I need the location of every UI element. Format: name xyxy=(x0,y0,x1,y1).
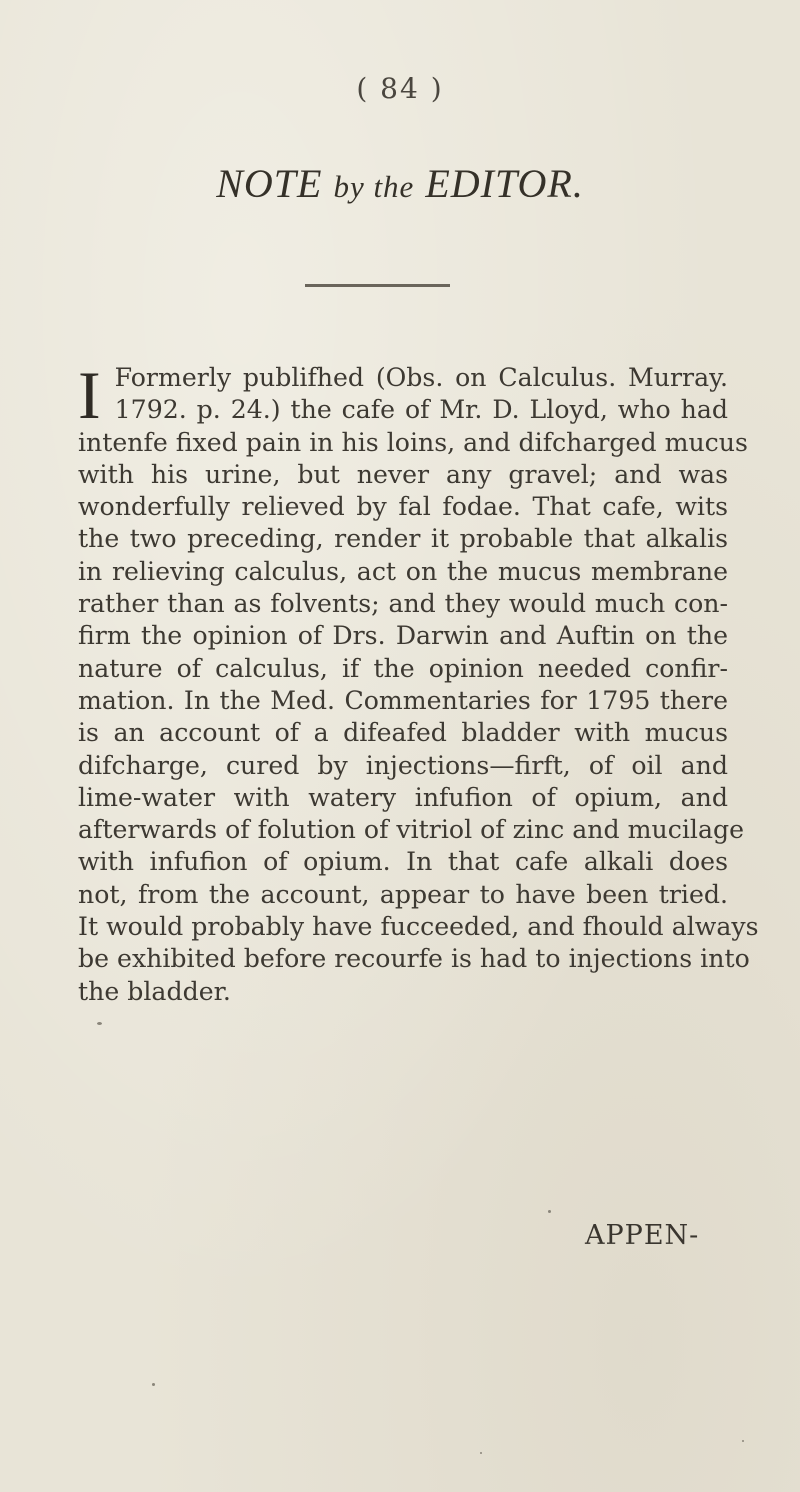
heading-by-the: by the xyxy=(333,169,415,204)
note-paragraph xyxy=(78,357,759,1008)
paragraph-line: firm the opinion of Drs. Darwin and Auftin on the xyxy=(78,621,728,651)
paragraph-line: in relieving calculus, act on the mucus membrane xyxy=(78,556,728,586)
paper-speck xyxy=(97,1022,102,1025)
paragraph-line: is an account of a difeafed bladder with mucus xyxy=(78,718,728,748)
drop-cap: I xyxy=(78,357,101,433)
paragraph-line: mation. In the Med. Commentaries for 1795 there xyxy=(78,685,728,715)
paper-speck xyxy=(480,1452,482,1454)
paragraph-line: It would probably have fucceeded, and fhould always xyxy=(78,912,759,942)
heading-note: NOTE xyxy=(216,161,323,206)
paragraph-line: Formerly publifhed (Obs. on Calculus. Murray. xyxy=(114,363,728,392)
paper-speck xyxy=(548,1210,551,1213)
paragraph-line: lime-water with watery infufion of opium, and xyxy=(78,782,728,812)
heading-rule xyxy=(305,284,450,287)
paragraph-line: wonderfully relieved by fal fodae. That cafe, wits xyxy=(78,492,728,522)
paragraph-line: be exhibited before recourfe is had to injections into xyxy=(78,944,750,974)
paragraph-line: 1792. p. 24.) the cafe of Mr. D. Lloyd, who had xyxy=(114,395,728,425)
paragraph-line: nature of calculus, if the opinion needed confir- xyxy=(78,653,728,683)
paragraph-line: with infufion of opium. In that cafe alkali does xyxy=(78,847,728,877)
heading-editor: EDITOR. xyxy=(425,161,584,206)
paragraph-line: the two preceding, render it probable that alkalis xyxy=(78,524,728,554)
paper-speck xyxy=(742,1440,744,1442)
page-heading xyxy=(0,160,800,207)
paragraph-line: afterwards of folution of vitriol of zinc and mucilage xyxy=(78,815,745,845)
paragraph-line: with his urine, but never any gravel; and was xyxy=(78,459,728,489)
paragraph-line: the bladder. xyxy=(78,976,231,1006)
paragraph-line: rather than as folvents; and they would much con- xyxy=(78,589,728,619)
paragraph-line: intenfe fixed pain in his loins, and difcharged mucus xyxy=(78,427,748,457)
catchword: APPEN- xyxy=(585,1220,700,1251)
paragraph-line: difcharge, cured by injections—firft, of oil and xyxy=(78,750,728,780)
paragraph-line: not, from the account, appear to have been tried. xyxy=(78,879,728,909)
page-number: ( 84 ) xyxy=(356,72,444,105)
paper-speck xyxy=(152,1383,155,1386)
